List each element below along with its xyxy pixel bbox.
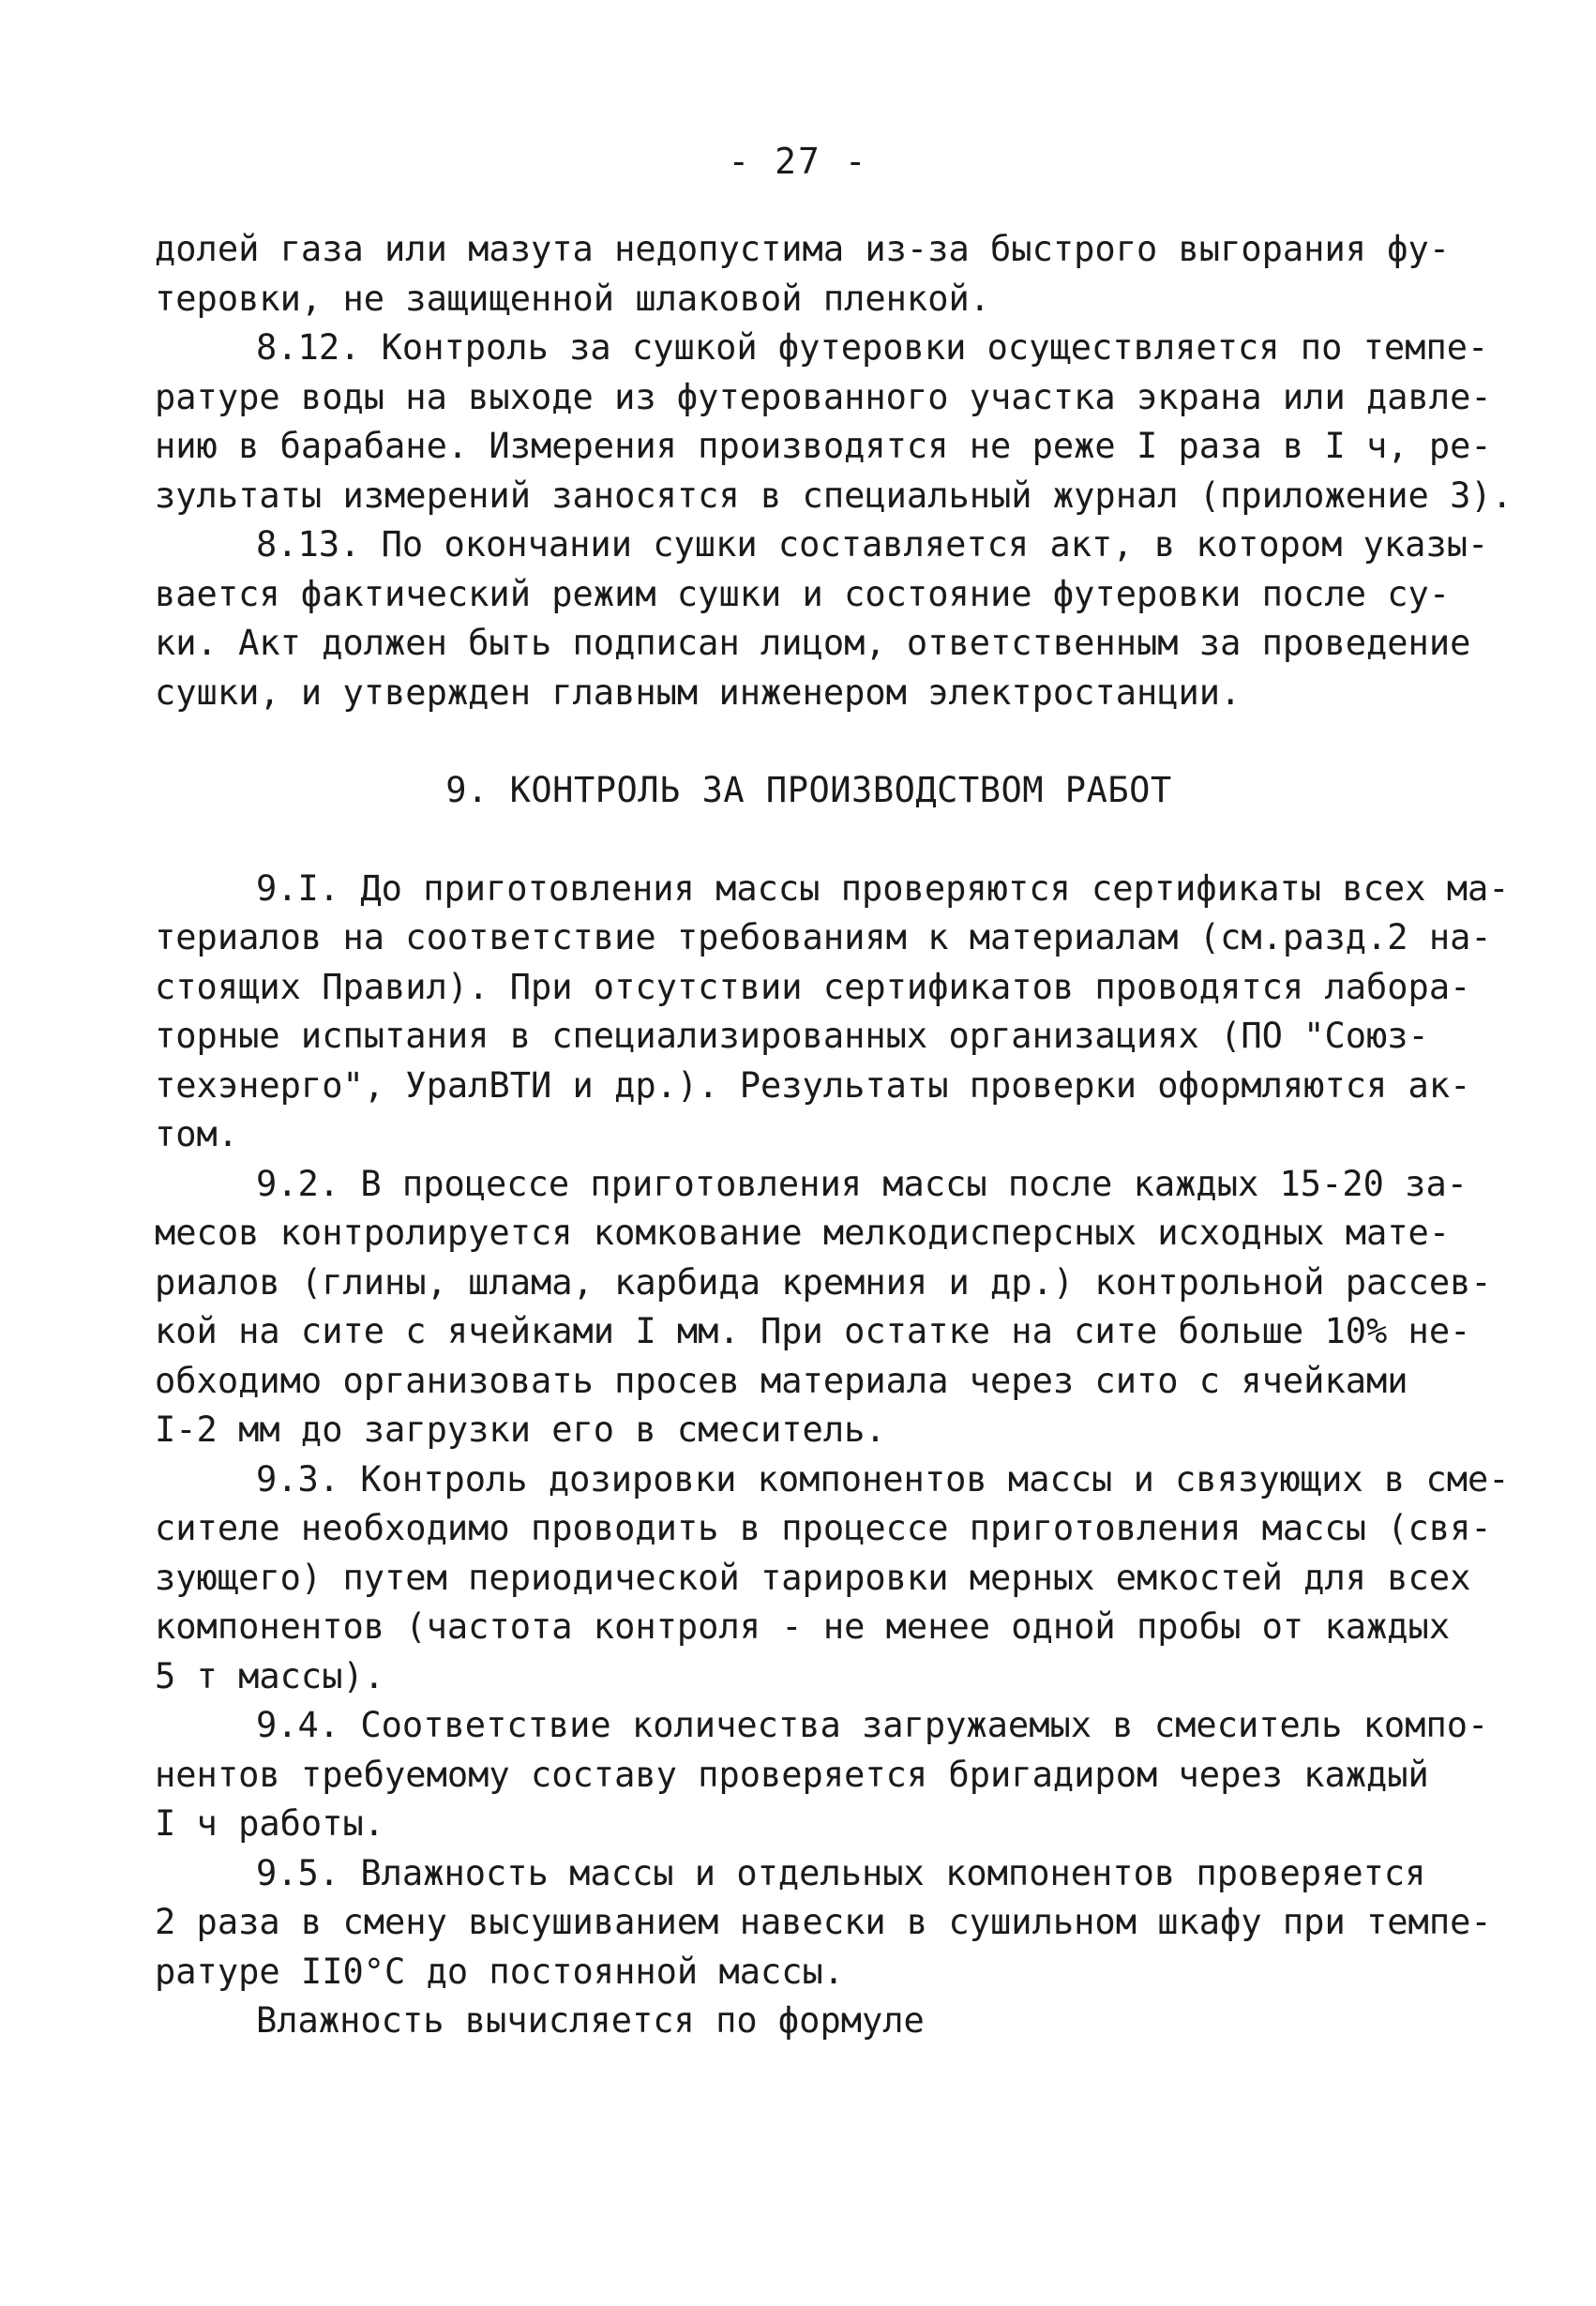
text-line: стоящих Правил). При отсутствии сертификатов проводятся лабора- xyxy=(155,966,1471,1007)
text-line: 5 т массы). xyxy=(155,1655,385,1696)
paragraph-formula-intro xyxy=(155,1997,1463,2046)
text-line: 9.2. В процессе приготовления массы после каждых 15-20 за- xyxy=(256,1163,1468,1204)
text-line: Влажность вычисляется по формуле xyxy=(256,2000,925,2041)
paragraph-continuation xyxy=(155,225,1463,324)
section-title: 9. КОНТРОЛЬ ЗА ПРОИЗВОДСТВОМ РАБОТ xyxy=(445,770,1172,810)
text-line: зультаты измерений заносятся в специальный журнал (приложение 3). xyxy=(155,475,1513,516)
text-line: териалов на соответствие требованиям к материалам (см.разд.2 на- xyxy=(155,917,1492,957)
text-line: теровки, не защищенной шлаковой пленкой. xyxy=(155,278,991,319)
text-line: нию в барабане. Измерения производятся не реже I раза в I ч, ре- xyxy=(155,426,1492,466)
text-line: вается фактический режим сушки и состояние футеровки после су- xyxy=(155,573,1451,614)
paragraph-8-13 xyxy=(155,520,1489,717)
text-line: 8.12. Контроль за сушкой футеровки осуществляется по темпе- xyxy=(256,327,1489,368)
paragraph-9-4 xyxy=(155,1701,1489,1849)
text-line: техэнерго", УралВТИ и др.). Результаты проверки оформляются ак- xyxy=(155,1064,1471,1106)
text-line: 2 раза в смену высушиванием навески в сушильном шкафу при темпе- xyxy=(155,1902,1492,1942)
text-line: I ч работы. xyxy=(155,1803,385,1844)
text-line: сушки, и утвержден главным инженером электростанции. xyxy=(155,671,1242,713)
text-line: торные испытания в специализированных организациях (ПО "Союз- xyxy=(155,1016,1429,1056)
text-line: том. xyxy=(155,1114,239,1154)
text-line: 8.13. По окончании сушки составляется акт, в котором указы- xyxy=(256,524,1489,565)
text-line: сителе необходимо проводить в процессе приготовления массы (свя- xyxy=(155,1508,1492,1548)
page-content xyxy=(155,225,1513,2046)
text-line: кой на сите с ячейками I мм. При остатке на сите больше 10% не- xyxy=(155,1311,1471,1351)
text-line: ратуре воды на выходе из футерованного участка экрана или давле- xyxy=(155,376,1492,417)
text-line: ки. Акт должен быть подписан лицом, ответственным за проведение xyxy=(155,623,1471,663)
paragraph-8-12 xyxy=(155,324,1513,520)
text-line: 9.I. До приготовления массы проверяются сертификаты всех ма- xyxy=(256,867,1510,909)
text-line: месов контролируется комкование мелкодисперсных исходных мате- xyxy=(155,1213,1451,1253)
text-line: I-2 мм до загрузки его в смеситель. xyxy=(155,1409,886,1450)
text-line: 9.3. Контроль дозировки компонентов массы и связующих в сме- xyxy=(256,1458,1510,1500)
paragraph-9-5 xyxy=(155,1849,1492,1997)
text-line: долей газа или мазута недопустима из-за быстрого выгорания фу- xyxy=(155,229,1451,269)
text-line: 9.5. Влажность массы и отдельных компонентов проверяется xyxy=(256,1852,1426,1893)
page-number: - 27 - xyxy=(728,141,868,182)
text-line: компонентов (частота контроля - не менее одной пробы от каждых xyxy=(155,1606,1451,1647)
paragraph-9-1 xyxy=(155,865,1510,1160)
paragraph-9-2 xyxy=(155,1160,1492,1455)
text-line: 9.4. Соответствие количества загружаемых в смеситель компо- xyxy=(256,1705,1489,1745)
text-line: ратуре II0°C до постоянной массы. xyxy=(155,1951,845,1992)
text-line: обходимо организовать просев материала через сито с ячейками xyxy=(155,1360,1408,1401)
text-line: риалов (глины, шлама, карбида кремния и др.) контрольной рассев- xyxy=(155,1261,1492,1303)
text-line: зующего) путем периодической тарировки мерных емкостей для всех xyxy=(155,1557,1471,1598)
paragraph-9-3 xyxy=(155,1455,1510,1702)
text-line: нентов требуемому составу проверяется бригадиром через каждый xyxy=(155,1754,1429,1795)
